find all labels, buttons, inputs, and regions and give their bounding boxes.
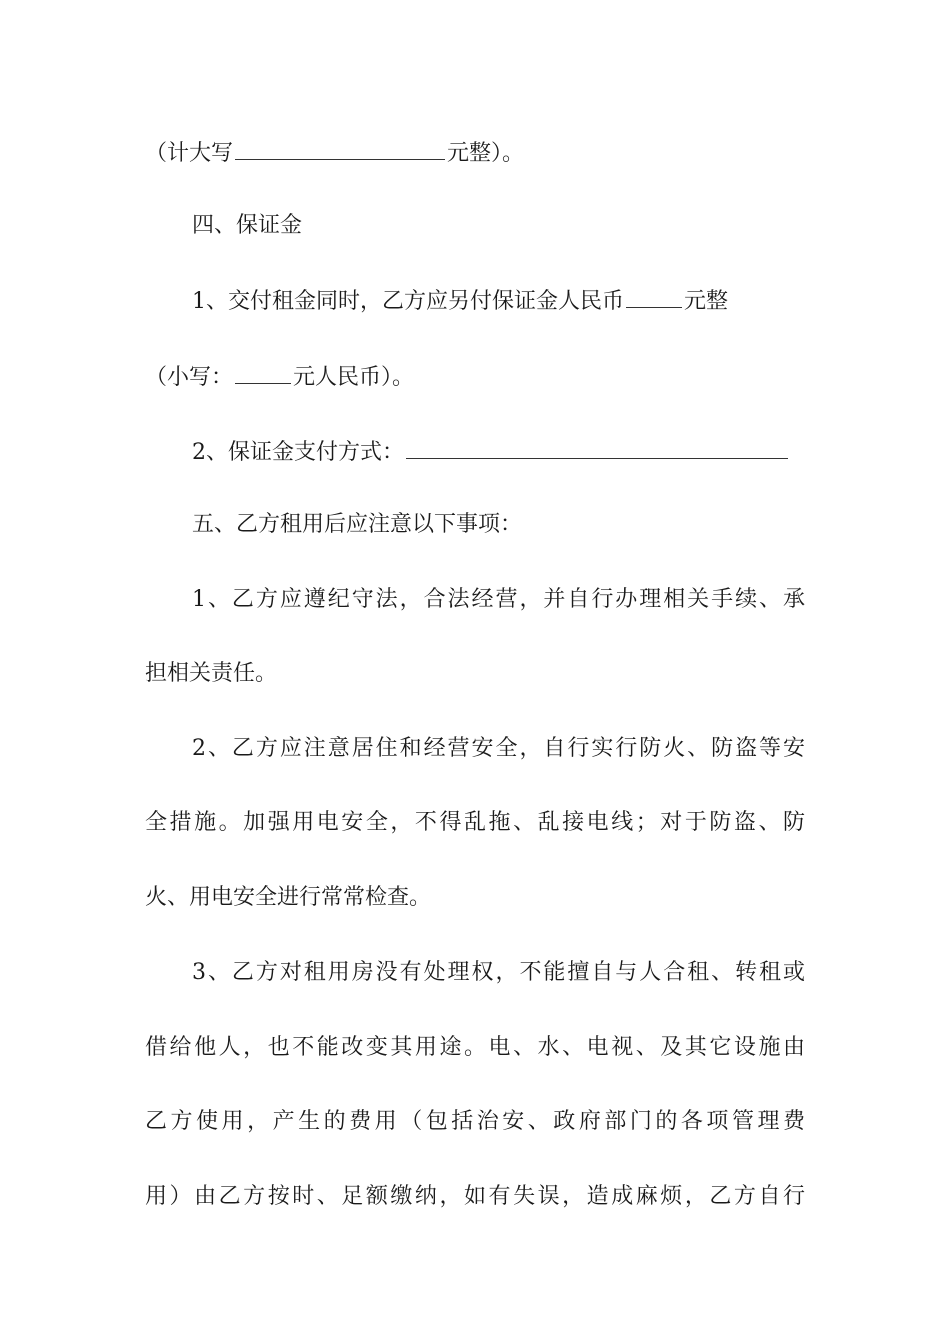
paragraph-line: 乙方使用，产生的费用（包括治安、政府部门的各项管理费: [145, 1109, 805, 1134]
paragraph-line: 火、用电安全进行常常检查。: [145, 885, 432, 910]
paragraph-line: 3、乙方对租用房没有处理权，不能擅自与人合租、转租或: [192, 960, 805, 985]
text-segment: 元整）。: [447, 141, 525, 166]
paragraph-line: 2、乙方应注意居住和经营安全，自行实行防火、防盗等安: [192, 736, 805, 761]
paragraph-line: 担相关责任。: [145, 661, 278, 686]
text-line: [145, 361, 805, 393]
blank-field-payment-method: [406, 436, 788, 459]
text-segment: 2、保证金支付方式：: [192, 440, 404, 465]
section-heading: [192, 510, 805, 540]
blank-field-deposit-amount: [626, 285, 682, 308]
text-line: [145, 137, 805, 169]
paragraph-line: 借给他人，也不能改变其用途。电、水、电视、及其它设施由: [145, 1035, 805, 1060]
section-heading-text: 五、乙方租用后应注意以下事项：: [192, 512, 523, 537]
section-heading-text: 四、保证金: [192, 213, 303, 238]
text-line: [192, 436, 805, 468]
text-segment: 1、交付租金同时，乙方应另付保证金人民币: [192, 289, 624, 314]
paragraph-line: 用）由乙方按时、足额缴纳，如有失误，造成麻烦，乙方自行: [145, 1184, 805, 1209]
text-segment: 元人民币）。: [293, 365, 415, 390]
blank-field-amount-uppercase: [235, 137, 445, 160]
section-heading: [192, 211, 805, 241]
text-line: [192, 285, 805, 317]
paragraph-line: 1、乙方应遵纪守法，合法经营，并自行办理相关手续、承: [192, 587, 805, 612]
text-segment: （小写：: [145, 365, 234, 390]
paragraph-line: 全措施。加强用电安全，不得乱拖、乱接电线；对于防盗、防: [145, 810, 805, 835]
text-segment: 元整: [684, 289, 729, 314]
text-segment: （计大写: [145, 141, 234, 166]
blank-field-deposit-lowercase: [235, 361, 291, 384]
